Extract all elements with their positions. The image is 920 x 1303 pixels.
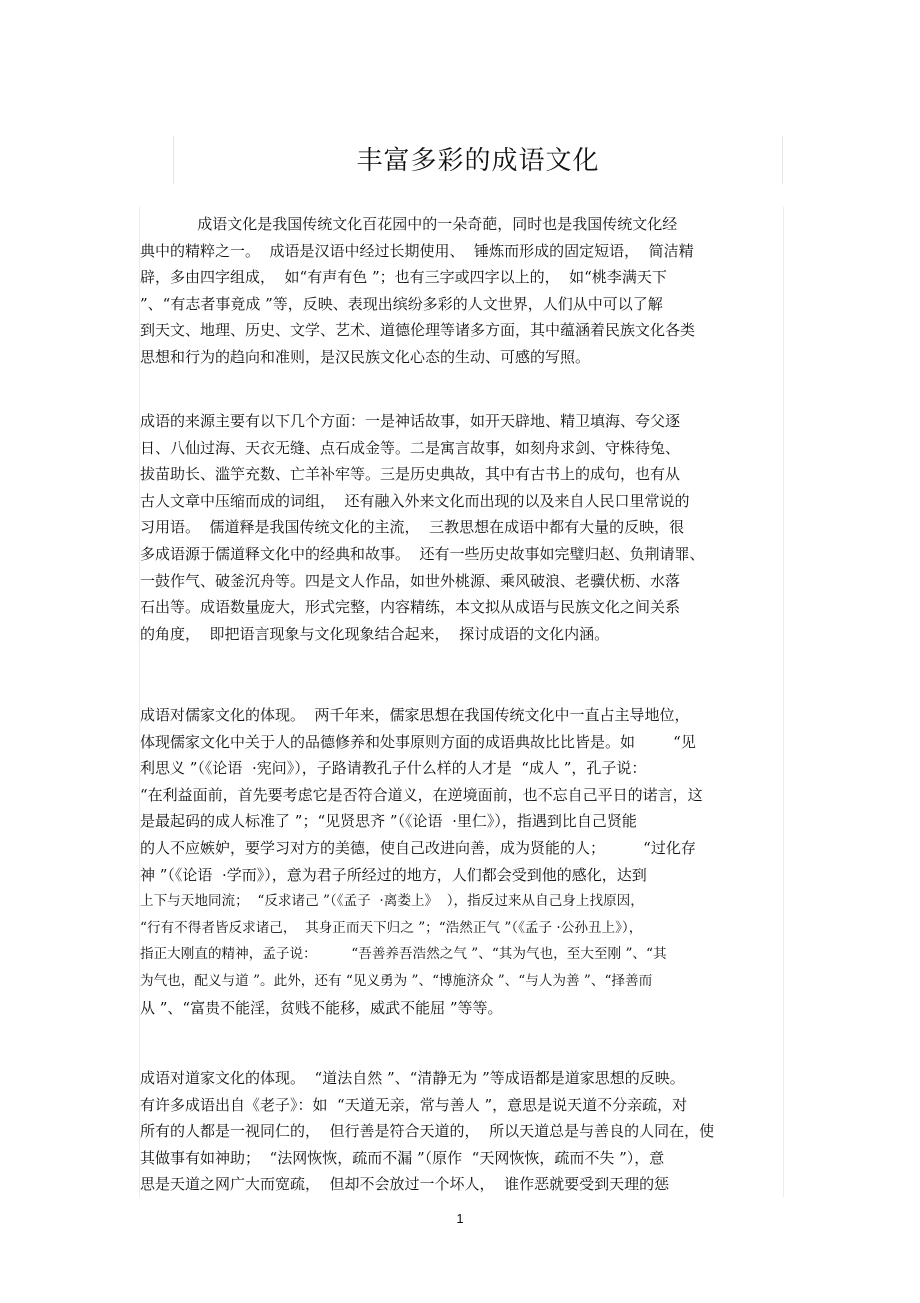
paragraph-taoist [140,1065,780,1198]
text-line: 的人不应嫉妒，要学习对方的美德，使自己改进向善，成为贤能的人； “过化存 [140,838,696,857]
text-line: 习用语。 儒道释是我国传统文化的主流， 三教思想在成语中都有大量的反映，很 [140,518,685,537]
text-line: 典中的精粹之一。 成语是汉语中经过长期使用、 锤炼而形成的固定短语， 简洁精 [140,241,694,260]
text-line: 成语文化是我国传统文化百花园中的一朵奇葩，同时也是我国传统文化经 [140,215,678,233]
text-line: 有许多成语出自《老子》：如 “天道无亲，常与善人 ”，意思是说天道不分亲疏，对 [140,1095,688,1114]
text-line: 指正大刚直的精神，孟子说： “吾善养吾浩然之气 ”、“其为气也，至大至刚 ”、“其 [140,946,667,963]
text-line: 上下与天地同流； “反求诸己 ”（《孟子 ·离娄上》 ），指反过来从自己身上找原因， [140,893,644,910]
page-title: 丰富多彩的成语文化 [356,146,600,176]
text-line: 成语对道家文化的体现。 “道法自然 ”、“清静无为 ”等成语都是道家思想的反映。 [140,1069,685,1087]
paragraph-intro [140,211,780,371]
text-line: 到天文、地理、历史、文学、艺术、道德伦理等诸多方面，其中蕴涵着民族文化各类 [140,321,696,340]
text-line: 日、八仙过海、天衣无缝、点石成金等。二是寓言故事，如刻舟求剑、守株待兔、 [140,438,681,457]
text-line: ”、“有志者事竟成 ”等，反映、表现出缤纷多彩的人文世界，人们从中可以了解 [140,294,663,313]
text-line: 其做事有如神助； “法网恢恢，疏而不漏 ”（原作 “天网恢恢，疏而不失 ”），意 [140,1148,665,1167]
text-line: 思是天道之网广大而宽疏， 但却不会放过一个坏人， 谁作恶就要受到天理的惩 [140,1175,670,1194]
text-line: 为气也，配义与道 ”。此外，还有 “见义勇为 ”、“博施济众 ”、“与人为善 ”、“择善而 [140,972,653,989]
text-line: 从 ”、“富贵不能淫，贫贱不能移，威武不能屈 ”等等。 [140,998,503,1017]
text-line: 辟，多由四字组成， 如“有声有色 ”；也有三字或四字以上的， 如“桃李满天下 [140,268,667,287]
text-line: 是最起码的成人标准了 ”；“见贤思齐 ”（《论语 ·里仁》），指遇到比自己贤能 [140,812,637,831]
paragraph-confucian [140,702,780,1021]
text-line: 神 ”（《论语 ·学而》），意为君子所经过的地方，人们都会受到他的感化，达到 [140,865,647,884]
text-line: “行有不得者皆反求诸己， 其身正而天下归之 ”；“浩然正气 ”（《孟子 ·公孙丑上》）， [140,919,643,936]
title-frame [173,136,783,184]
text-line: “在利益面前，首先要考虑它是否符合道义，在逆境面前，也不忘自己平日的诺言，这 [140,785,703,804]
text-line: 的角度， 即把语言现象与文化现象结合起来， 探讨成语的文化内涵。 [140,624,610,643]
page-number: 1 [456,1211,464,1226]
text-line: 所有的人都是一视同仁的， 但行善是符合天道的， 所以天道总是与善良的人同在，使 [140,1122,715,1141]
text-line: 体现儒家文化中关于人的品德修养和处事原则方面的成语典故比比皆是。如 “见 [140,732,696,751]
text-line: 思想和行为的趋向和准则，是汉民族文化心态的生动、可感的写照。 [140,347,591,366]
text-line: 古人文章中压缩而成的词组， 还有融入外来文化而出现的以及来自人民口里常说的 [140,491,690,510]
paragraph-sources [140,408,780,647]
text-line: 利思义 ”（《论语 ·宪问》），子路请教孔子什么样的人才是 “成人 ”，孔子说： [140,759,647,778]
text-line: 成语的来源主要有以下几个方面：一是神话故事，如开天辟地、精卫填海、夸父逐 [140,412,681,430]
text-line: 成语对儒家文化的体现。 两千年来，儒家思想在我国传统文化中一直占主导地位， [140,706,690,724]
text-line: 石出等。成语数量庞大，形式完整，内容精练，本文拟从成语与民族文化之间关系 [140,598,681,617]
document-body [139,207,784,1197]
text-line: 一鼓作气、破釜沉舟等。四是文人作品，如世外桃源、乘风破浪、老骥伏枥、水落 [140,571,681,590]
text-line: 拔苗助长、滥竽充数、亡羊补牢等。三是历史典故，其中有古书上的成句，也有从 [140,465,681,484]
text-line: 多成语源于儒道释文化中的经典和故事。 还有一些历史故事如完璧归赵、负荆请罪、 [140,544,705,563]
